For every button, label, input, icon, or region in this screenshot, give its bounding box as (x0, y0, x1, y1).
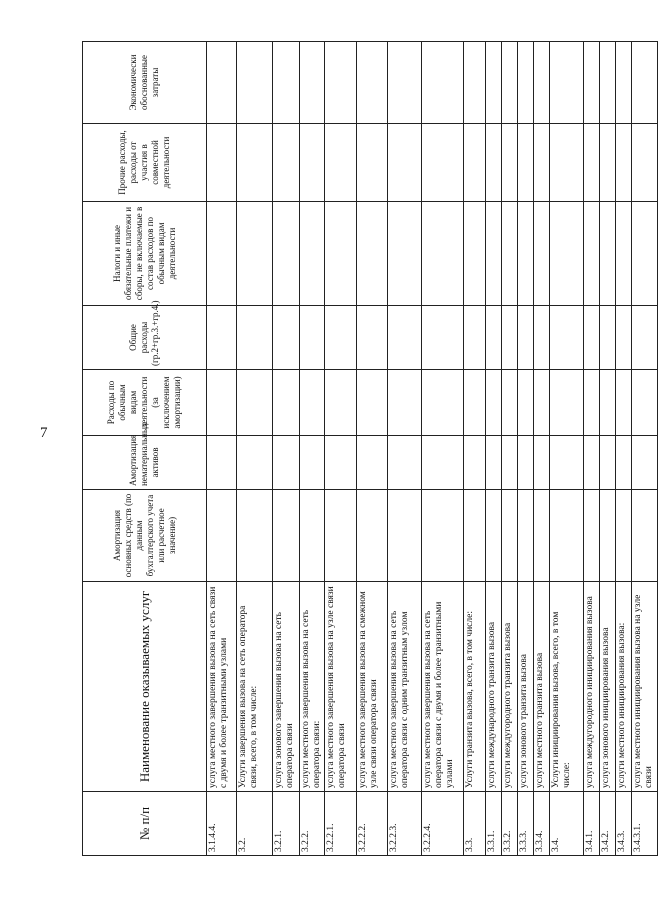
empty-value-cell (422, 306, 464, 370)
empty-value-cell (502, 202, 518, 306)
table-row (584, 42, 600, 856)
empty-value-cell (616, 436, 632, 490)
empty-value-cell (616, 490, 632, 582)
table-row (486, 42, 502, 856)
empty-value-cell (550, 370, 584, 436)
col-header-total-expenses: Общие расходы (гр.2+гр.3.+гр.4.) (83, 306, 207, 370)
empty-value-cell (422, 124, 464, 202)
table-row (357, 42, 388, 856)
row-number-cell: 3.2. (237, 792, 273, 856)
empty-value-cell (237, 202, 273, 306)
table-row (632, 42, 658, 856)
service-name-cell: услуги зонового транзита вызова (518, 582, 534, 792)
empty-value-cell (518, 124, 534, 202)
row-number-cell: 3.4.3.1. (632, 792, 658, 856)
empty-value-cell (422, 436, 464, 490)
empty-value-cell (584, 436, 600, 490)
empty-value-cell (207, 124, 237, 202)
empty-value-cell (357, 490, 388, 582)
row-number-cell: 3.3.3. (518, 792, 534, 856)
empty-value-cell (534, 124, 550, 202)
empty-value-cell (388, 306, 422, 370)
empty-value-cell (584, 490, 600, 582)
row-number-cell: 3.2.1. (273, 792, 300, 856)
empty-value-cell (207, 202, 237, 306)
empty-value-cell (273, 124, 300, 202)
service-name-cell: услуга местного инициирования вызова на узле связи (632, 582, 658, 792)
header-row (83, 42, 207, 856)
col-header-justified-costs: Экономически обоснованные затраты (83, 42, 207, 124)
table-row (464, 42, 486, 856)
empty-value-cell (464, 42, 486, 124)
empty-value-cell (534, 306, 550, 370)
empty-value-cell (388, 490, 422, 582)
empty-value-cell (273, 42, 300, 124)
service-name-cell: Услуги завершения вызова на сеть оператора связи, всего, в том числе: (237, 582, 273, 792)
empty-value-cell (273, 490, 300, 582)
empty-value-cell (584, 124, 600, 202)
table-row (518, 42, 534, 856)
empty-value-cell (632, 124, 658, 202)
row-number-cell: 3.4. (550, 792, 584, 856)
empty-value-cell (464, 124, 486, 202)
empty-value-cell (325, 306, 357, 370)
empty-value-cell (325, 370, 357, 436)
table-row (534, 42, 550, 856)
empty-value-cell (207, 42, 237, 124)
empty-value-cell (518, 436, 534, 490)
service-name-cell: услуга междугородного инициирования вызова (584, 582, 600, 792)
empty-value-cell (422, 42, 464, 124)
empty-value-cell (518, 370, 534, 436)
empty-value-cell (502, 436, 518, 490)
empty-value-cell (388, 124, 422, 202)
empty-value-cell (357, 42, 388, 124)
empty-value-cell (357, 370, 388, 436)
empty-value-cell (388, 436, 422, 490)
empty-value-cell (464, 370, 486, 436)
empty-value-cell (550, 306, 584, 370)
row-number-cell: 3.1.4.4. (207, 792, 237, 856)
row-number-cell: 3.2.2.2. (357, 792, 388, 856)
col-header-service-name: Наименование оказываемых услуг (83, 582, 207, 792)
row-number-cell: 3.3.1. (486, 792, 502, 856)
empty-value-cell (550, 436, 584, 490)
row-number-cell: 3.4.1. (584, 792, 600, 856)
empty-value-cell (388, 42, 422, 124)
row-number-cell: 3.4.2. (600, 792, 616, 856)
row-number-cell: 3.4.3. (616, 792, 632, 856)
empty-value-cell (550, 42, 584, 124)
table-row (616, 42, 632, 856)
empty-value-cell (237, 124, 273, 202)
empty-value-cell (357, 202, 388, 306)
page-number: 7 (40, 425, 48, 441)
empty-value-cell (207, 490, 237, 582)
empty-value-cell (273, 202, 300, 306)
empty-value-cell (237, 370, 273, 436)
empty-value-cell (300, 370, 325, 436)
service-name-cell: Услуги транзита вызова, всего, в том числе: (464, 582, 486, 792)
table-row (600, 42, 616, 856)
service-name-cell: услуги местного инициирования вызова: (616, 582, 632, 792)
empty-value-cell (632, 436, 658, 490)
empty-value-cell (300, 306, 325, 370)
col-header-fixed-assets-depreciation: Амортизация основных средств (по данным бухгалтерского учета или расчетное значение) (83, 490, 207, 582)
empty-value-cell (357, 124, 388, 202)
table-row (237, 42, 273, 856)
empty-value-cell (388, 370, 422, 436)
empty-value-cell (207, 370, 237, 436)
service-name-cell: услуги местного транзита вызова (534, 582, 550, 792)
empty-value-cell (616, 370, 632, 436)
empty-value-cell (550, 202, 584, 306)
table-row (273, 42, 300, 856)
empty-value-cell (422, 202, 464, 306)
row-number-cell: 3.2.2.1. (325, 792, 357, 856)
empty-value-cell (632, 306, 658, 370)
service-name-cell: услуги международного транзита вызова (486, 582, 502, 792)
table-row (388, 42, 422, 856)
empty-value-cell (388, 202, 422, 306)
empty-value-cell (300, 42, 325, 124)
empty-value-cell (600, 42, 616, 124)
empty-value-cell (502, 490, 518, 582)
row-number-cell: 3.3. (464, 792, 486, 856)
empty-value-cell (518, 306, 534, 370)
empty-value-cell (422, 370, 464, 436)
service-name-cell: услуга местного завершения вызова на сеть связи с двумя и более транзитными узлами (207, 582, 237, 792)
empty-value-cell (584, 42, 600, 124)
empty-value-cell (616, 202, 632, 306)
empty-value-cell (464, 306, 486, 370)
empty-value-cell (534, 202, 550, 306)
empty-value-cell (207, 306, 237, 370)
empty-value-cell (486, 306, 502, 370)
empty-value-cell (464, 202, 486, 306)
empty-value-cell (273, 370, 300, 436)
empty-value-cell (486, 124, 502, 202)
empty-value-cell (300, 490, 325, 582)
service-name-cell: услуга зонового инициирования вызова (600, 582, 616, 792)
empty-value-cell (534, 436, 550, 490)
empty-value-cell (534, 490, 550, 582)
rotated-table-container (82, 42, 654, 856)
empty-value-cell (237, 306, 273, 370)
empty-value-cell (325, 202, 357, 306)
empty-value-cell (600, 490, 616, 582)
col-header-number: № п/п (83, 792, 207, 856)
table-row (207, 42, 237, 856)
empty-value-cell (632, 42, 658, 124)
empty-value-cell (464, 436, 486, 490)
empty-value-cell (616, 306, 632, 370)
empty-value-cell (534, 42, 550, 124)
empty-value-cell (502, 306, 518, 370)
row-number-cell: 3.2.2.4. (422, 792, 464, 856)
col-header-intangible-depreciation: Амортизация нематериальных активов (83, 436, 207, 490)
empty-value-cell (632, 202, 658, 306)
service-name-cell: услуга местного завершения вызова на сеть оператора связи с одним транзитным узлом (388, 582, 422, 792)
row-number-cell: 3.2.2.3. (388, 792, 422, 856)
empty-value-cell (616, 124, 632, 202)
empty-value-cell (325, 42, 357, 124)
empty-value-cell (273, 436, 300, 490)
empty-value-cell (325, 436, 357, 490)
empty-value-cell (237, 436, 273, 490)
empty-value-cell (486, 436, 502, 490)
empty-value-cell (600, 202, 616, 306)
empty-value-cell (600, 124, 616, 202)
empty-value-cell (518, 42, 534, 124)
empty-value-cell (518, 490, 534, 582)
empty-value-cell (237, 42, 273, 124)
empty-value-cell (584, 370, 600, 436)
empty-value-cell (584, 202, 600, 306)
empty-value-cell (422, 490, 464, 582)
service-name-cell: услуга местного завершения вызова на смежном узле связи оператора связи (357, 582, 388, 792)
col-header-taxes: Налоги и иные обязательные платежи и сборы, не включаемые в состав расходов по обычным видам деятельности (83, 202, 207, 306)
service-name-cell: Услуги инициирования вызова, всего, в том числе: (550, 582, 584, 792)
row-number-cell: 3.3.2. (502, 792, 518, 856)
empty-value-cell (550, 124, 584, 202)
empty-value-cell (273, 306, 300, 370)
empty-value-cell (502, 42, 518, 124)
service-name-cell: услуги междугородного транзита вызова (502, 582, 518, 792)
empty-value-cell (550, 490, 584, 582)
table-row (550, 42, 584, 856)
empty-value-cell (632, 490, 658, 582)
empty-value-cell (518, 202, 534, 306)
empty-value-cell (300, 202, 325, 306)
table-row (502, 42, 518, 856)
row-number-cell: 3.2.2. (300, 792, 325, 856)
empty-value-cell (357, 436, 388, 490)
empty-value-cell (357, 306, 388, 370)
table-row (300, 42, 325, 856)
empty-value-cell (600, 436, 616, 490)
empty-value-cell (632, 370, 658, 436)
service-name-cell: услуги местного завершения вызова на сеть оператора связи: (300, 582, 325, 792)
empty-value-cell (207, 436, 237, 490)
empty-value-cell (616, 42, 632, 124)
empty-value-cell (486, 42, 502, 124)
table-row (325, 42, 357, 856)
cost-table (82, 41, 658, 856)
empty-value-cell (600, 370, 616, 436)
empty-value-cell (502, 124, 518, 202)
empty-value-cell (300, 436, 325, 490)
empty-value-cell (237, 490, 273, 582)
empty-value-cell (584, 306, 600, 370)
empty-value-cell (325, 490, 357, 582)
service-name-cell: услуга местного завершения вызова на сеть оператора связи с двумя и более транзитными узлами (422, 582, 464, 792)
col-header-other-expenses: Прочие расходы, расходы от участия в совместной деятельности (83, 124, 207, 202)
empty-value-cell (486, 202, 502, 306)
empty-value-cell (464, 490, 486, 582)
empty-value-cell (534, 370, 550, 436)
table-row (422, 42, 464, 856)
empty-value-cell (300, 124, 325, 202)
empty-value-cell (325, 124, 357, 202)
empty-value-cell (486, 490, 502, 582)
empty-value-cell (502, 370, 518, 436)
service-name-cell: услуга местного завершения вызова на узле связи оператора связи (325, 582, 357, 792)
row-number-cell: 3.3.4. (534, 792, 550, 856)
table-body (207, 42, 658, 856)
empty-value-cell (486, 370, 502, 436)
service-name-cell: услуга зонового завершения вызова на сеть оператора связи (273, 582, 300, 792)
col-header-ordinary-expenses: Расходы по обычным видам деятельности (за исключением амортизации) (83, 370, 207, 436)
empty-value-cell (600, 306, 616, 370)
